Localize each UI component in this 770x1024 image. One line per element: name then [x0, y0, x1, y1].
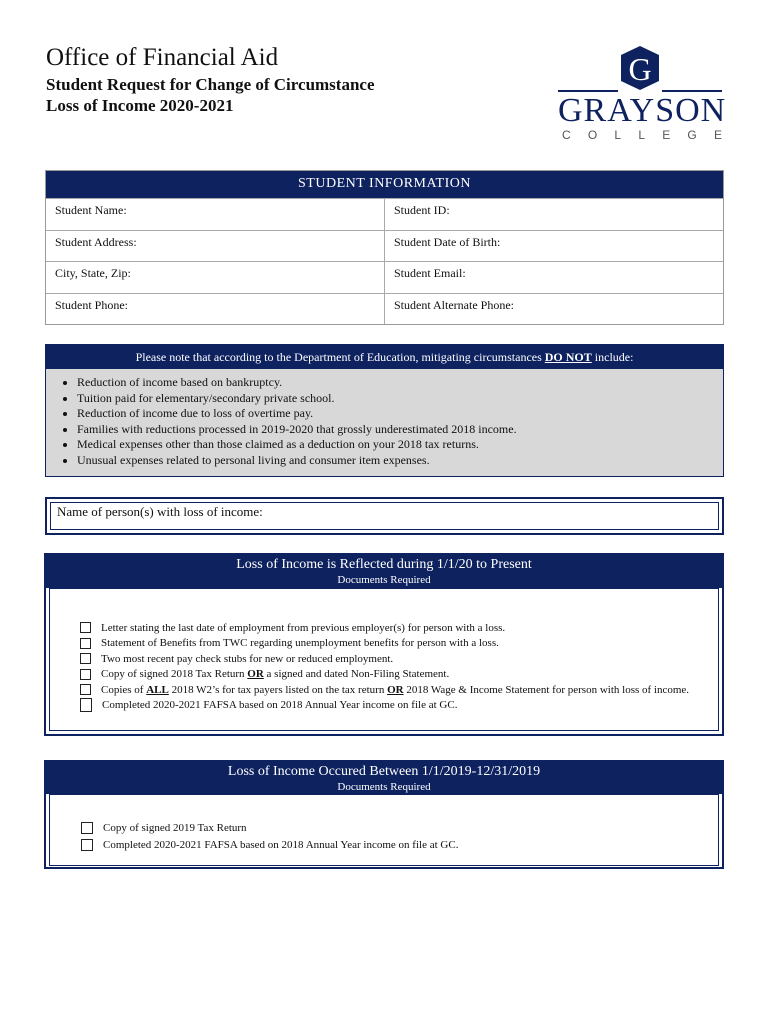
logo-subtext-letter: G	[687, 128, 697, 142]
logo-subtext-letter: C	[562, 128, 571, 142]
checklist-item-label	[103, 822, 247, 834]
checkbox[interactable]	[80, 622, 91, 633]
info-field[interactable]: Student Address:	[55, 234, 137, 249]
logo-wordmark: GRAYSON	[558, 92, 727, 129]
section-title: Loss of Income is Reflected during 1/1/20 to Present	[236, 557, 532, 572]
info-row	[46, 230, 723, 262]
checkbox[interactable]	[80, 669, 91, 680]
checkbox[interactable]	[80, 698, 92, 712]
info-field[interactable]: Student Email:	[384, 262, 723, 293]
info-rows	[46, 198, 723, 324]
checklist-text: Completed 2020-2021 FAFSA based on 2018 Annual Year income on file at GC.	[103, 838, 459, 851]
info-field[interactable]: Student Alternate Phone:	[384, 294, 723, 325]
notice-item: • Tuition paid for elementary/secondary private school.	[77, 391, 723, 407]
form-subtitle: Loss of Income 2020-2021	[46, 96, 234, 115]
notice-item: • Reduction of income due to loss of overtime pay.	[77, 406, 723, 422]
checklist-item	[80, 698, 718, 714]
notice-item: • Unusual expenses related to personal living and consumer item expenses.	[77, 453, 723, 469]
logo-subtext-letter: L	[614, 128, 622, 142]
checklist-text: a signed and dated Non-Filing Statement.	[263, 668, 450, 681]
logo-subtext	[562, 128, 722, 142]
checklist-item	[80, 682, 718, 698]
info-row	[46, 261, 723, 293]
checklist	[49, 794, 719, 866]
checkbox[interactable]	[80, 684, 91, 695]
info-field[interactable]: Student ID:	[384, 199, 723, 230]
notice-heading-end: include:	[591, 350, 634, 364]
info-row	[46, 198, 723, 230]
logo-subtext-letter: E	[662, 128, 671, 142]
notice-item: • Medical expenses other than those claimed as a deduction on your 2018 tax returns.	[77, 437, 723, 453]
checklist	[49, 588, 719, 731]
checklist-item-label	[101, 622, 505, 634]
checklist-text: Letter stating the last date of employment from previous employer(s) for person with a loss.	[101, 621, 506, 634]
loss-of-income-name-label: Name of person(s) with loss of income:	[57, 504, 263, 519]
emphasis: ALL	[146, 683, 169, 696]
checklist-item	[80, 651, 718, 667]
student-information-heading: STUDENT INFORMATION	[46, 171, 723, 198]
form-title: Student Request for Change of Circumstance	[46, 75, 375, 94]
checklist-item-label	[101, 668, 449, 680]
checklist-item	[81, 819, 718, 836]
logo-letter: G	[628, 51, 652, 87]
checkbox[interactable]	[80, 653, 91, 664]
checklist-item-label	[101, 653, 393, 665]
do-not-emphasis: DO NOT	[544, 350, 592, 364]
checklist-item	[80, 620, 718, 636]
section-header	[46, 555, 722, 588]
logo-subtext-letter: O	[587, 128, 598, 142]
checkbox[interactable]	[81, 839, 93, 851]
checklist-text: 2018 W2’s for tax payers listed on the tax return	[168, 683, 388, 696]
section-title: Loss of Income Occured Between 1/1/2019-12/31/2019	[227, 764, 541, 779]
info-field[interactable]: Student Date of Birth:	[384, 231, 723, 262]
emphasis: OR	[247, 668, 264, 681]
section-subtitle: Documents Required	[337, 781, 431, 793]
checklist-text: 2018 Wage & Income Statement for person with loss of income.	[403, 683, 690, 696]
mitigating-circumstances-notice	[45, 344, 724, 477]
checklist-item	[80, 667, 718, 683]
notice-heading	[46, 345, 723, 369]
notice-item: • Reduction of income based on bankruptcy.	[77, 375, 723, 391]
checklist-text: Statement of Benefits from TWC regarding unemployment benefits for person with a loss.	[101, 637, 499, 650]
info-field[interactable]: Student Name:	[55, 203, 127, 217]
section-subtitle: Documents Required	[337, 574, 431, 586]
checklist-item	[80, 636, 718, 652]
info-field[interactable]: Student Phone:	[55, 297, 129, 312]
info-field[interactable]: City, State, Zip:	[55, 266, 131, 280]
student-information-table	[45, 170, 724, 325]
notice-list	[46, 375, 723, 468]
checklist-text: Copies of	[101, 683, 147, 696]
checklist-item-label	[101, 637, 499, 649]
checkbox[interactable]	[80, 638, 91, 649]
section-loss-2019	[44, 760, 724, 869]
checklist-text: Two most recent pay check stubs for new or reduced employment.	[101, 652, 394, 665]
checklist-text: Copy of signed 2019 Tax Return	[103, 821, 247, 834]
notice-item: • Families with reductions processed in 2019-2020 that grossly underestimated 2018 income.	[77, 422, 723, 438]
checklist-text: Copy of signed 2018 Tax Return	[101, 668, 248, 681]
checklist-item-label	[102, 699, 457, 711]
logo-subtext-letter: E	[713, 128, 722, 142]
checklist-item-label	[103, 839, 458, 851]
info-row	[46, 293, 723, 325]
section-loss-2020	[44, 553, 724, 736]
loss-of-income-name-field[interactable]	[50, 502, 719, 530]
checklist-item	[81, 836, 718, 853]
notice-heading-text: Please note that according to the Department of Education, mitigating circumstances	[135, 350, 545, 364]
loss-of-income-name-box	[45, 497, 724, 535]
checklist-item-label	[101, 684, 689, 696]
checkbox[interactable]	[81, 822, 93, 834]
checklist-text: Completed 2020-2021 FAFSA based on 2018 Annual Year income on file at GC.	[102, 699, 458, 712]
emphasis: OR	[387, 683, 404, 696]
logo-subtext-letter: L	[638, 128, 645, 142]
section-header	[46, 762, 722, 794]
office-title: Office of Financial Aid	[46, 44, 279, 71]
